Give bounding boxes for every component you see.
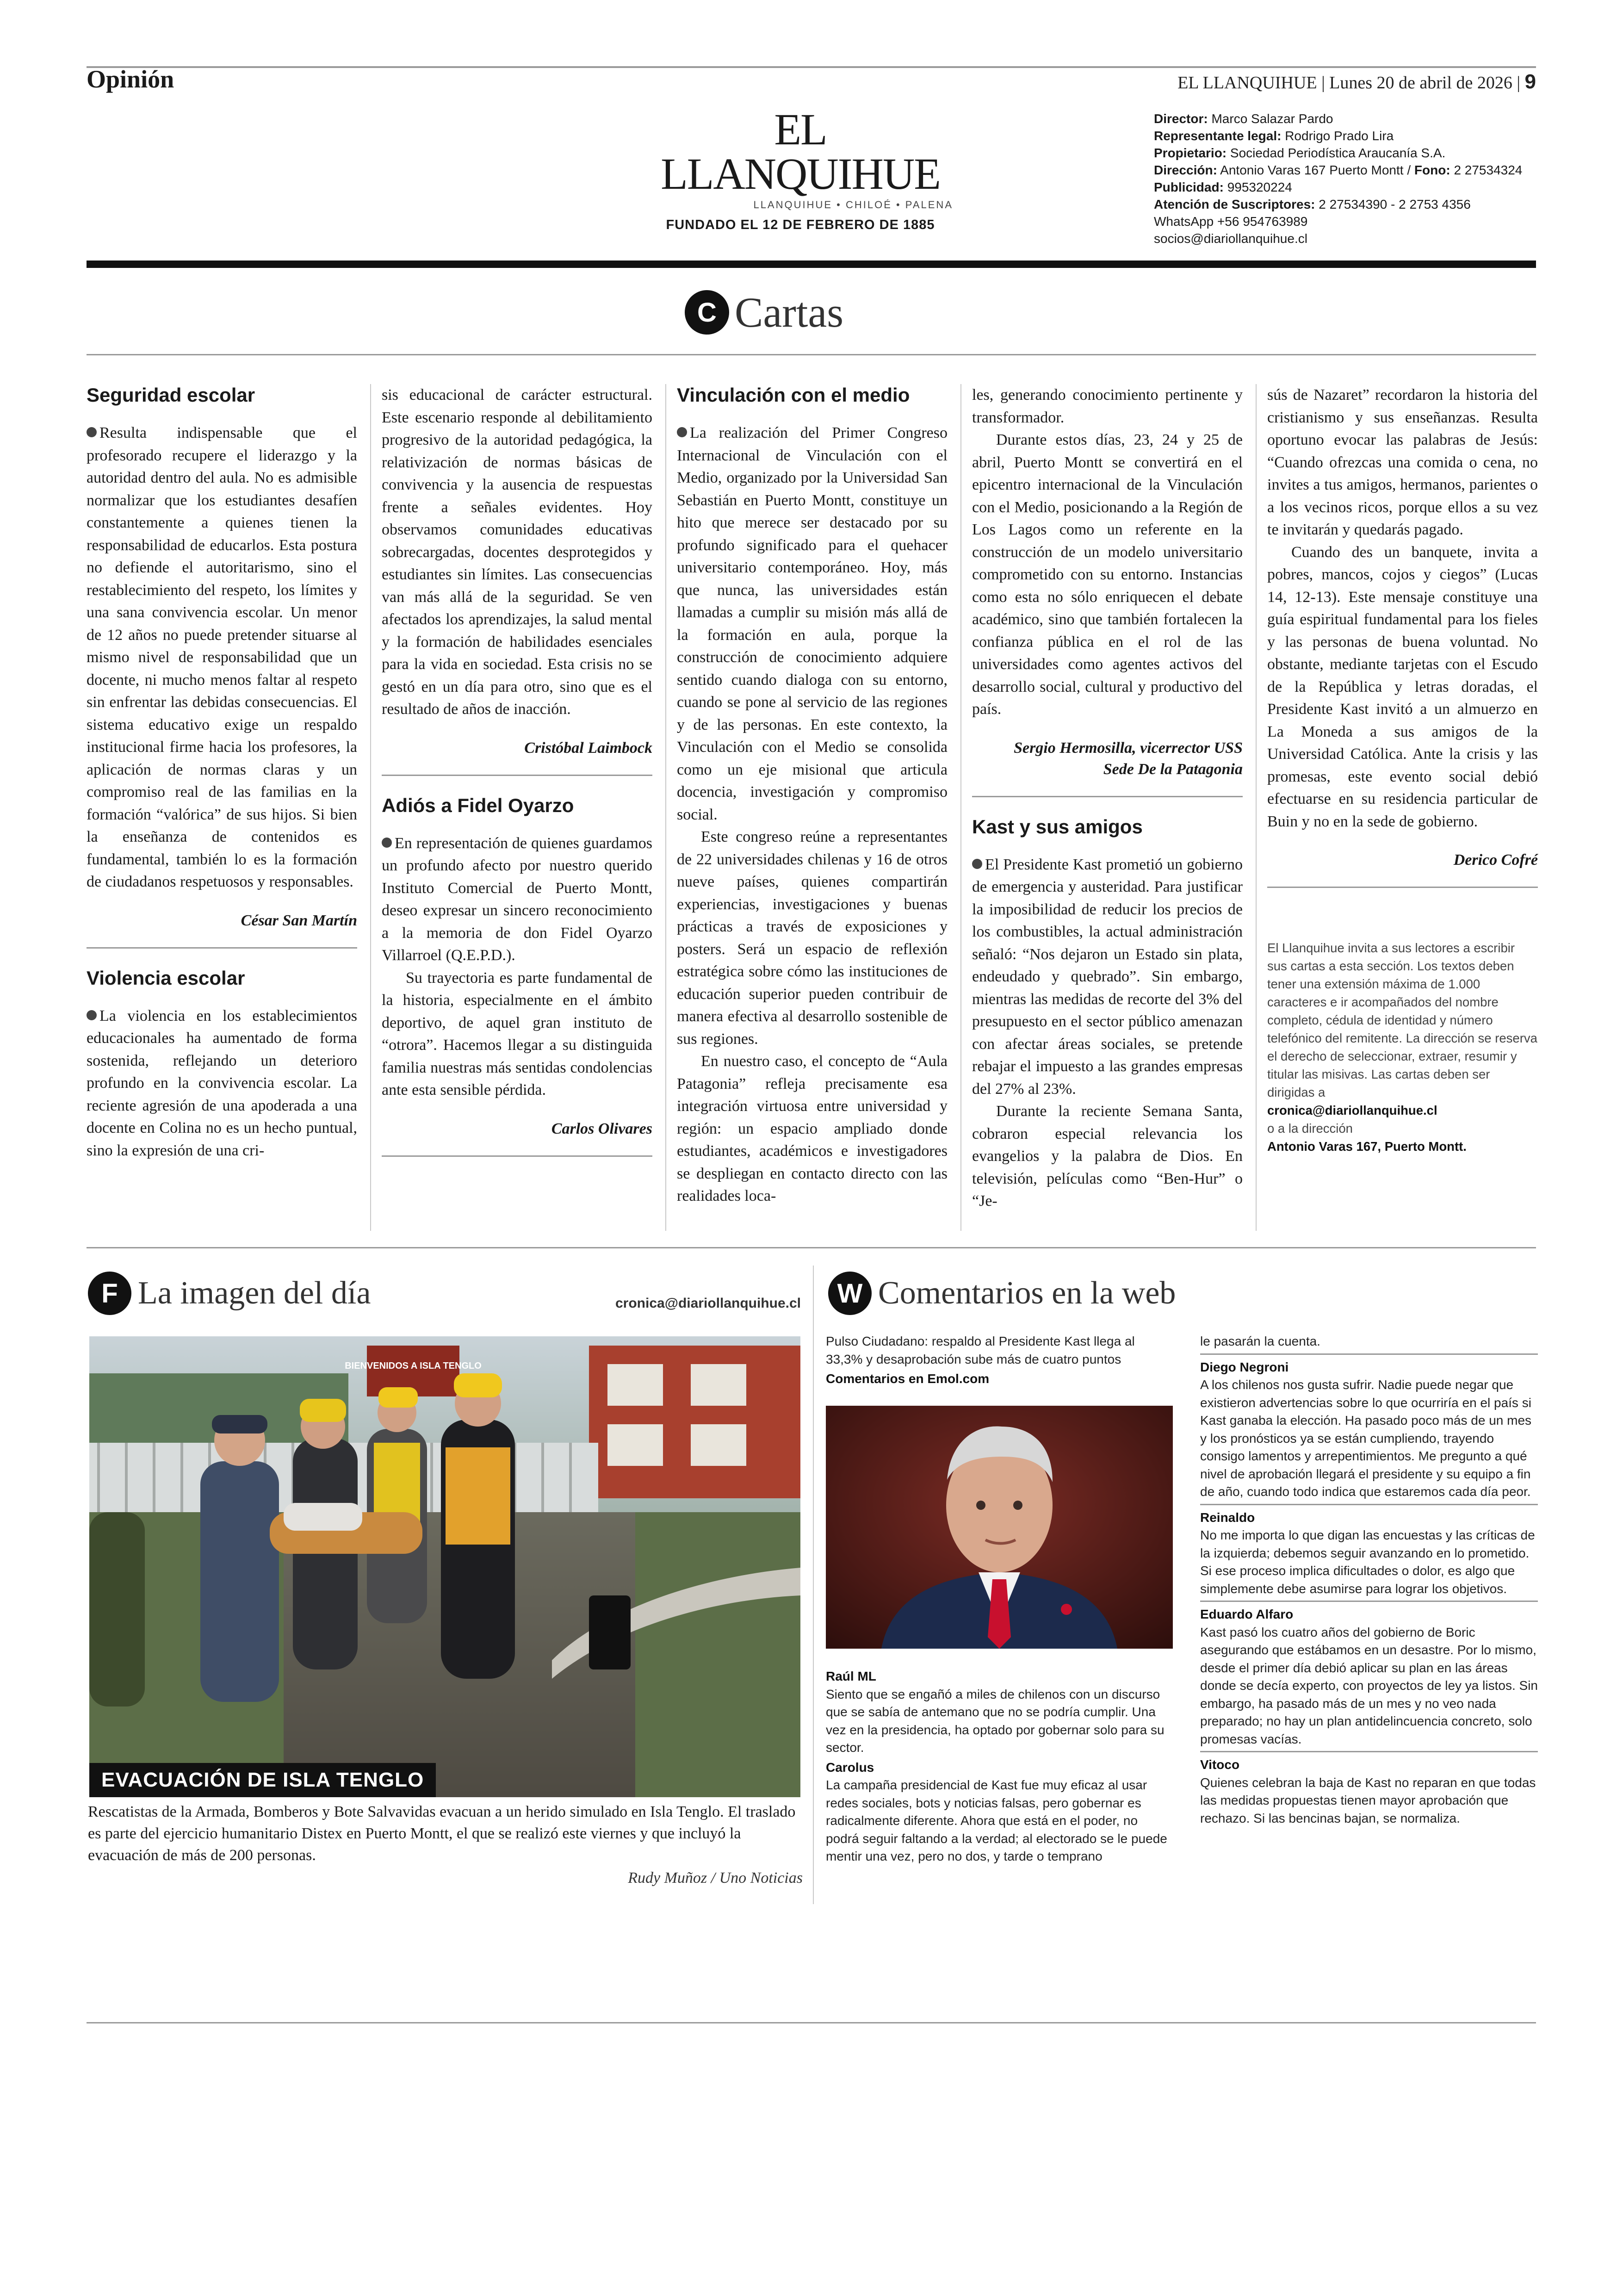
comment-text: No me importa lo que digan las encuestas y las críticas de la izquierda; debemos seguir avanzando en lo prometido. Si ese proceso implica dificultades o dolor, es algo que simplemente debe asumirse para lograr los objetivos.	[1200, 1528, 1535, 1596]
photo-of-the-day	[89, 1336, 800, 1797]
letter-paragraph: En nuestro caso, el concepto de “Aula Patagonia” refleja precisamente esa integración virtuosa entre universidad y región: un espacio ampliado donde estudiantes, académicos e investigadores se despliegan en contacto directo con las realidades loca-	[677, 1053, 948, 1204]
cartas-title: Cartas	[735, 289, 844, 336]
web-intro-source[interactable]: Comentarios en Emol.com	[826, 1371, 990, 1386]
bullet-icon	[87, 427, 97, 437]
letter-separator	[382, 1155, 652, 1157]
imagen-title: La imagen del día	[138, 1275, 371, 1311]
letter-separator	[1267, 887, 1538, 888]
web-w-icon: W	[828, 1272, 872, 1315]
letter-signature	[972, 738, 1243, 780]
letter-title: Violencia escolar	[87, 967, 245, 989]
comment-text: A los chilenos nos gusta sufrir. Nadie puede negar que existieron advertencias sobre lo que ocurriría en el país si Kast ganaba la elección. Ha pasado poco más de un mes y los pronósticos ya se están cumpliendo, trayendo consigo lamentos y arrepentimientos. Me pregunto a qué nivel de aprobación llegará el presidente y su equipo a fin de año, cuando todo indica que estaremos cada día peor.	[1200, 1378, 1532, 1499]
cartas-column-1	[87, 384, 357, 1162]
comment-text: La campaña presidencial de Kast fue muy eficaz al usar redes sociales, bots y noticias falsas, pero gobernar es radicalmente diferente. Ahora que está en el poder, no podrá seguir faltando a la verdad; al electorado se le puede mentir una vez, pero no dos, y tarde o temprano	[826, 1778, 1167, 1863]
letter-separator	[382, 775, 652, 776]
staff-key: Director:	[1154, 112, 1208, 126]
comment-separator	[1200, 1353, 1538, 1355]
folio-paper: EL LLANQUIHUE	[1177, 73, 1317, 93]
letter-body	[87, 422, 357, 894]
letter-paragraph: Resulta indispensable que el profesorado recupere el liderazgo y la autoridad dentro del aula. No es admisible normalizar que los estudiantes desafíen constantemente a quienes tienen la responsabilidad de educarlos. Esta postura no defiende el autoritarismo, sino el restablecimiento del respeto, los límites y una sana convivencia escolar. Un menor de 12 años no puede pretender situarse al mismo nivel de responsabilidad que un docente, ni mucho menos faltar al respeto sin enfrentar las debidas consecuencias. El sistema educativo exige un respaldo institucional firme hacia los profesores, la aplicación de normas claras y un compromiso real de las familias en la formación “valórica” de sus hijos. Si bien la enseñanza de contenidos es fundamental, también lo es la formación de ciudadanos respetuosos y responsables.	[87, 424, 357, 890]
column-divider	[665, 384, 666, 1231]
photo-sign-text: BIENVENIDOS A ISLA TENGLO	[345, 1361, 482, 1371]
web-comments-right	[1200, 1333, 1538, 1828]
staff-key: Propietario:	[1154, 146, 1227, 160]
column-divider	[960, 384, 961, 1231]
letter-paragraph: El Presidente Kast prometió un gobierno de emergencia y austeridad. Para justificar la imposibilidad de reducir los precios de los combustibles, la actual administración señaló: “Nos dejaron un Estado sin plata, endeudado y quebrado”. Sin embargo, mientras las medidas de recorte del 3% del presupuesto en el sector público amenazan con afectar áreas sociales, se pretende rebajar el impuesto a las grandes empresas del 27% al 23%.	[972, 856, 1243, 1098]
bottom-rule	[87, 2022, 1536, 2023]
column-divider	[813, 1266, 814, 1904]
comment-separator	[1200, 1601, 1538, 1602]
letter-separator	[972, 796, 1243, 797]
notice-email[interactable]: cronica@diariollanquihue.cl	[1267, 1103, 1437, 1117]
imagen-f-icon: F	[88, 1272, 131, 1315]
staff-key: Fono:	[1414, 163, 1450, 177]
staff-value: Sociedad Periodística Araucanía S.A.	[1230, 146, 1446, 160]
letter-paragraph: les, generando conocimiento pertinente y transformador.	[972, 386, 1243, 426]
comentarios-title: Comentarios en la web	[878, 1275, 1176, 1311]
staff-key: Dirección:	[1154, 163, 1217, 177]
letter-title: Vinculación con el medio	[677, 384, 910, 406]
comment-text: Siento que se engañó a miles de chilenos con un discurso que se sabía de antemano que no se podría cumplir. Una vez en la presidencia, ha optado por gobernar solo para su sector.	[826, 1687, 1165, 1755]
signature-line: Sergio Hermosilla, vicerrector USS	[1014, 739, 1243, 757]
masthead-title: EL LLANQUIHUE	[661, 105, 940, 199]
cartas-column-2	[382, 384, 652, 1175]
comment-author: Raúl ML	[826, 1669, 876, 1683]
staff-value: Rodrigo Prado Lira	[1285, 129, 1394, 143]
column-divider	[370, 384, 371, 1231]
letter-paragraph: sis educacional de carácter estructural. Este escenario responde al debilitamiento progresivo de la autoridad pedagógica, la relativización de normas básicas de convivencia y la ausencia de respuestas frente a señales evidentes. Hoy observamos comunidades educativas sobrecargadas, docentes desprotegidos y estudiantes sin límites. Las consecuencias van más allá de la seguridad. Se ven afectados los aprendizajes, la salud mental y la formación de habilidades esenciales para la vida en sociedad. Esta crisis no se gestó en un día para otro, sino que es el resultado de años de inacción.	[382, 386, 652, 718]
cartas-rule	[87, 354, 1536, 355]
letter-paragraph: La violencia en los establecimientos educacionales ha aumentado de forma sostenida, reflejando un deterioro profundo en la convivencia escolar. La reciente agresión de una apoderada a una docente en Colina no es un hecho puntual, sino la expresión de una cri-	[87, 1007, 357, 1159]
letter-paragraph: Cuando des un banquete, invita a pobres, mancos, cojos y ciegos” (Lucas 14, 12-13). Este mensaje constituye una guía espiritual fundamental para los fieles y las personas de buena voluntad. No obstante, mediante tarjetas con el Escudo de la República y letras doradas, el Presidente Kast invitó a un almuerzo en La Moneda a sus amigos de la Universidad Católica. Ante la crisis y las promesas, este evento social debió efectuarse en su residencia particular de Buin y no en la sede de gobierno.	[1267, 543, 1538, 830]
comment-author: Reinaldo	[1200, 1510, 1255, 1525]
comment-separator	[1200, 1751, 1538, 1752]
top-rule	[87, 66, 1536, 68]
staff-value: Marco Salazar Pardo	[1211, 112, 1333, 126]
photo-credit: Rudy Muñoz / Uno Noticias	[628, 1869, 803, 1886]
letter-title: Seguridad escolar	[87, 384, 255, 406]
comment-author: Eduardo Alfaro	[1200, 1607, 1294, 1621]
letter-paragraph: En representación de quienes guardamos un profundo afecto por nuestro querido Instituto Comercial de Puerto Montt, deseo expresar un sincero reconocimiento a la memoria de don Fidel Oyarzo Villarroel (Q.E.P.D.).	[382, 834, 652, 964]
letter-title: Kast y sus amigos	[972, 815, 1143, 838]
letter-signature: Cristóbal Laimbock	[524, 739, 652, 757]
letter-signature: Derico Cofré	[1453, 851, 1538, 869]
folio-page: 9	[1524, 70, 1536, 93]
comment-text: Kast pasó los cuatro años del gobierno de Boric asegurando que estábamos en un desastre. Por lo mismo, desde el primer día debió aplicar su plan en las áreas donde se decía experto, con proyectos de ley ya listos. Sin embargo, ha pasado más de un mes y no veo nada preparado; no hay un plan antidelincuencia concreto, solo promesas vacías.	[1200, 1625, 1538, 1746]
cartas-column-4	[972, 384, 1243, 1213]
header-thick-rule	[87, 261, 1536, 268]
bullet-icon	[382, 838, 392, 848]
photo-caption-label: EVACUACIÓN DE ISLA TENGLO	[101, 1769, 424, 1791]
letter-paragraph: Su trayectoria es parte fundamental de la historia, especialmente en el ámbito deportivo, de aquel gran instituto de “otrora”. Hacemos llegar a su distinguida familia nuestras más sentidas condolencias ante esta sensible pérdida.	[382, 969, 652, 1098]
masthead	[634, 107, 967, 233]
letter-paragraph: Durante estos días, 23, 24 y 25 de abril, Puerto Montt se convertirá en el epicentro internacional de la Vinculación con el Medio, posicionando a la Región de Los Lagos como un referente en la construcción de un modelo universitario comprometido con su entorno. Instancias como esta no sólo enriquecen el debate académico, sino que también fortalecen la confianza pública en el rol de las universidades como agentes activos del desarrollo social, cultural y productivo del país.	[972, 431, 1243, 718]
masthead-subtitle: LLANQUIHUE • CHILOÉ • PALENA	[753, 199, 953, 211]
bullet-icon	[87, 1010, 97, 1020]
imagen-email[interactable]: cronica@diariollanquihue.cl	[615, 1296, 801, 1311]
letter-body	[677, 422, 948, 1208]
notice-address: Antonio Varas 167, Puerto Montt.	[1267, 1139, 1467, 1154]
imagen-heading	[88, 1270, 371, 1316]
letter-body	[972, 384, 1243, 721]
comentarios-heading	[828, 1270, 1176, 1316]
staff-value: 2 27534390 - 2 2753 4356	[1319, 197, 1471, 211]
staff-value: 2 27534324	[1454, 163, 1523, 177]
kast-portrait	[826, 1406, 1173, 1649]
letter-title: Adiós a Fidel Oyarzo	[382, 794, 574, 816]
masthead-founded: FUNDADO EL 12 DE FEBRERO DE 1885	[666, 217, 935, 232]
web-comments-left	[826, 1666, 1173, 1867]
comment-text: Quienes celebran la baja de Kast no reparan en que todas las medidas propuestas tienen mayor aprobación que rechazo. Si las bencinas bajan, se normaliza.	[1200, 1775, 1536, 1825]
comment-author: Diego Negroni	[1200, 1359, 1289, 1374]
photo-caption-box	[89, 1763, 436, 1797]
letter-body	[382, 832, 652, 1102]
comment-author: Carolus	[826, 1760, 874, 1775]
letter-body	[87, 1005, 357, 1162]
portrait-illustration	[826, 1406, 1173, 1649]
letter-signature: Carlos Olivares	[551, 1120, 652, 1137]
cartas-column-3	[677, 384, 948, 1208]
folio-date: Lunes 20 de abril de 2026	[1329, 73, 1512, 93]
letter-paragraph: sús de Nazaret” recordaron la historia del cristianismo y sus enseñanzas. Resulta oportuno evocar las palabras de Jesús: “Cuando ofrezcas una comida o cena, no invites a tus amigos, hermanos, parientes o a los vecinos ricos, porque ellos a su vez te invitarán y quedarás pagado.	[1267, 386, 1538, 538]
section-rule	[87, 1247, 1536, 1248]
rescue-photo-illustration	[89, 1336, 800, 1797]
letter-body	[972, 854, 1243, 1213]
letter-body	[382, 384, 652, 721]
cartas-c-icon: C	[685, 290, 729, 335]
staff-whatsapp: WhatsApp +56 954763989	[1154, 214, 1308, 229]
staff-box	[1154, 110, 1538, 247]
folio: EL LLANQUIHUE | Lunes 20 de abril de 2026 | 9	[1177, 70, 1536, 93]
staff-value: Antonio Varas 167 Puerto Montt /	[1220, 163, 1411, 177]
letter-separator	[87, 947, 357, 949]
column-divider	[1256, 384, 1257, 1231]
comment-text: le pasarán la cuenta.	[1200, 1334, 1320, 1348]
letter-signature: César San Martín	[241, 912, 357, 929]
bullet-icon	[972, 859, 982, 869]
staff-key: Publicidad:	[1154, 180, 1224, 194]
web-intro	[826, 1333, 1173, 1388]
staff-email[interactable]: socios@diariollanquihue.cl	[1154, 231, 1307, 246]
comment-author: Vitoco	[1200, 1757, 1240, 1772]
letter-paragraph: Este congreso reúne a representantes de 22 universidades chilenas y 16 de otros nueve países, quienes compartirán experiencias, investigaciones y buenas prácticas a través de exposiciones y posters. Será un espacio de reflexión estratégica sobre cómo las instituciones de educación superior pueden contribuir de manera efectiva al desarrollo sostenible de sus regiones.	[677, 828, 948, 1048]
submission-notice	[1267, 939, 1538, 1155]
notice-or: o a la dirección	[1267, 1121, 1353, 1136]
staff-key: Atención de Suscriptores:	[1154, 197, 1315, 211]
web-intro-text: Pulso Ciudadano: respaldo al Presidente Kast llega al 33,3% y desaprobación sube más de cuatro puntos	[826, 1334, 1135, 1366]
bullet-icon	[677, 427, 687, 437]
cartas-column-5	[1267, 384, 1538, 1155]
signature-line: Sede De la Patagonia	[1103, 760, 1243, 778]
section-label: Opinión	[87, 65, 174, 93]
letter-paragraph: Durante la reciente Semana Santa, cobraron especial relevancia los evangelios y la palabra de Dios. En televisión, películas como “Ben-Hur” o “Je-	[972, 1103, 1243, 1210]
staff-value: 995320224	[1227, 180, 1292, 194]
comment-separator	[1200, 1504, 1538, 1505]
letter-body	[1267, 384, 1538, 833]
staff-key: Representante legal:	[1154, 129, 1282, 143]
cartas-heading	[685, 287, 843, 338]
photo-caption: Rescatistas de la Armada, Bomberos y Bote Salvavidas evacuan a un herido simulado en Isla Tenglo. El traslado es parte del ejercicio humanitario Distex en Puerto Montt, el que se realizó este viernes y que incluyó la evacuación de más de 200 personas.	[88, 1803, 796, 1864]
letter-paragraph: La realización del Primer Congreso Internacional de Vinculación con el Medio, organizado por la Universidad San Sebastián en Puerto Montt, constituye un hito que merece ser destacado por su profundo significado para el quehacer universitario contemporáneo. Hoy, más que nunca, las universidades están llamadas a cumplir su misión más allá de la formación en aula, porque la construcción de conocimiento adquiere sentido cuando dialoga con su entorno, cuando se pone al servicio de las regiones y de las personas. En este contexto, la Vinculación con el Medio se consolida como un eje misional que articula docencia, investigación y compromiso social.	[677, 424, 948, 823]
notice-text: El Llanquihue invita a sus lectores a escribir sus cartas a esta sección. Los textos deben tener una extensión máxima de 1.000 caracteres e ir acompañados del nombre completo, cédula de identidad y número telefónico del remitente. La dirección se reserva el derecho de seleccionar, extraer, resumir y titular las misivas. Las cartas deben ser dirigidas a	[1267, 941, 1537, 1099]
